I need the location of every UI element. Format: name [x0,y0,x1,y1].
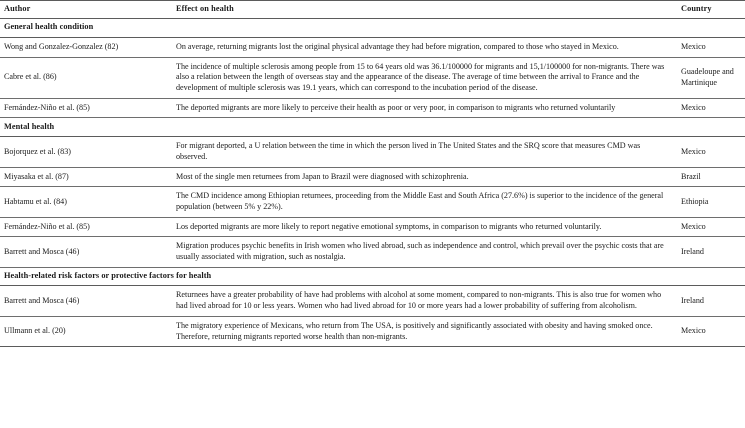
table-row [0,286,745,316]
cell-author: Ullmann et al. (20) [0,316,168,346]
section-title-general-health-condition: General health condition [0,18,745,37]
cell-country: Mexico [673,137,745,167]
cell-country: Brazil [673,167,745,187]
column-header-effect: Effect on health [168,1,673,19]
column-header-country: Country [673,1,745,19]
section-header-row [0,267,745,286]
table-body [0,18,745,346]
table-row [0,167,745,187]
cell-author: Bojorquez et al. (83) [0,137,168,167]
cell-author: Habtamu et al. (84) [0,187,168,217]
cell-author: Fernández-Niño et al. (85) [0,98,168,118]
cell-effect: Most of the single men returnees from Japan to Brazil were diagnosed with schizophrenia. [168,167,673,187]
cell-author: Miyasaka et al. (87) [0,167,168,187]
cell-country: Ethiopia [673,187,745,217]
cell-effect: The incidence of multiple sclerosis among people from 15 to 64 years old was 36.1/100000 for migrants and 15,1/100000 for non-migrants. There was also a relation between the length of overseas stay and the appearance of the disease. The average of time between the arrival to France and the development of multiple sclerosis was 19.1 years, which can correspond to the incubation period of the disease. [168,57,673,98]
cell-author: Cabre et al. (86) [0,57,168,98]
column-header-author: Author [0,1,168,19]
cell-author: Fernández-Niño et al. (85) [0,217,168,237]
cell-country: Ireland [673,286,745,316]
table-row [0,217,745,237]
cell-country: Guadeloupe and Martinique [673,57,745,98]
cell-author: Barrett and Mosca (46) [0,286,168,316]
table-row [0,98,745,118]
section-header-row [0,118,745,137]
table-row [0,237,745,267]
cell-effect: Los deported migrants are more likely to report negative emotional symptoms, in comparison to migrants who returned voluntarily. [168,217,673,237]
cell-effect: The CMD incidence among Ethiopian returnees, proceeding from the Middle East and South Africa (27.6%) is superior to the incidence of the general population (between 5% y 22%). [168,187,673,217]
cell-author: Barrett and Mosca (46) [0,237,168,267]
cell-country: Mexico [673,37,745,57]
cell-author: Wong and Gonzalez-Gonzalez (82) [0,37,168,57]
table-row [0,187,745,217]
table-header-row [0,1,745,19]
table-header [0,1,745,19]
cell-effect: Migration produces psychic benefits in Irish women who lived abroad, such as independence and control, which prevail over the psychic costs that are usually associated with migration, such as nostalgia. [168,237,673,267]
cell-country: Ireland [673,237,745,267]
cell-effect: Returnees have a greater probability of have had problems with alcohol at some moment, compared to non-migrants. This is also true for women who had lived abroad for 10 or less years. Women who had lived abroad for 10 or more years had a lower probability of suffering from alcoholism. [168,286,673,316]
cell-effect: For migrant deported, a U relation between the time in which the person lived in The United States and the SRQ score that measures CMD was observed. [168,137,673,167]
cell-effect: The deported migrants are more likely to perceive their health as poor or very poor, in comparison to migrants who returned voluntarily [168,98,673,118]
section-title-mental-health: Mental health [0,118,745,137]
table-row [0,37,745,57]
cell-country: Mexico [673,316,745,346]
table-row [0,316,745,346]
cell-effect: The migratory experience of Mexicans, who return from The USA, is positively and significantly associated with obesity and having smoked once. Therefore, returning migrants reported worse health than non-migrants. [168,316,673,346]
cell-country: Mexico [673,98,745,118]
section-header-row [0,18,745,37]
table-row [0,57,745,98]
table-row [0,137,745,167]
cell-country: Mexico [673,217,745,237]
cell-effect: On average, returning migrants lost the original physical advantage they had before migration, compared to those who stayed in Mexico. [168,37,673,57]
section-title-health-related-risk-factors: Health-related risk factors or protective factors for health [0,267,745,286]
